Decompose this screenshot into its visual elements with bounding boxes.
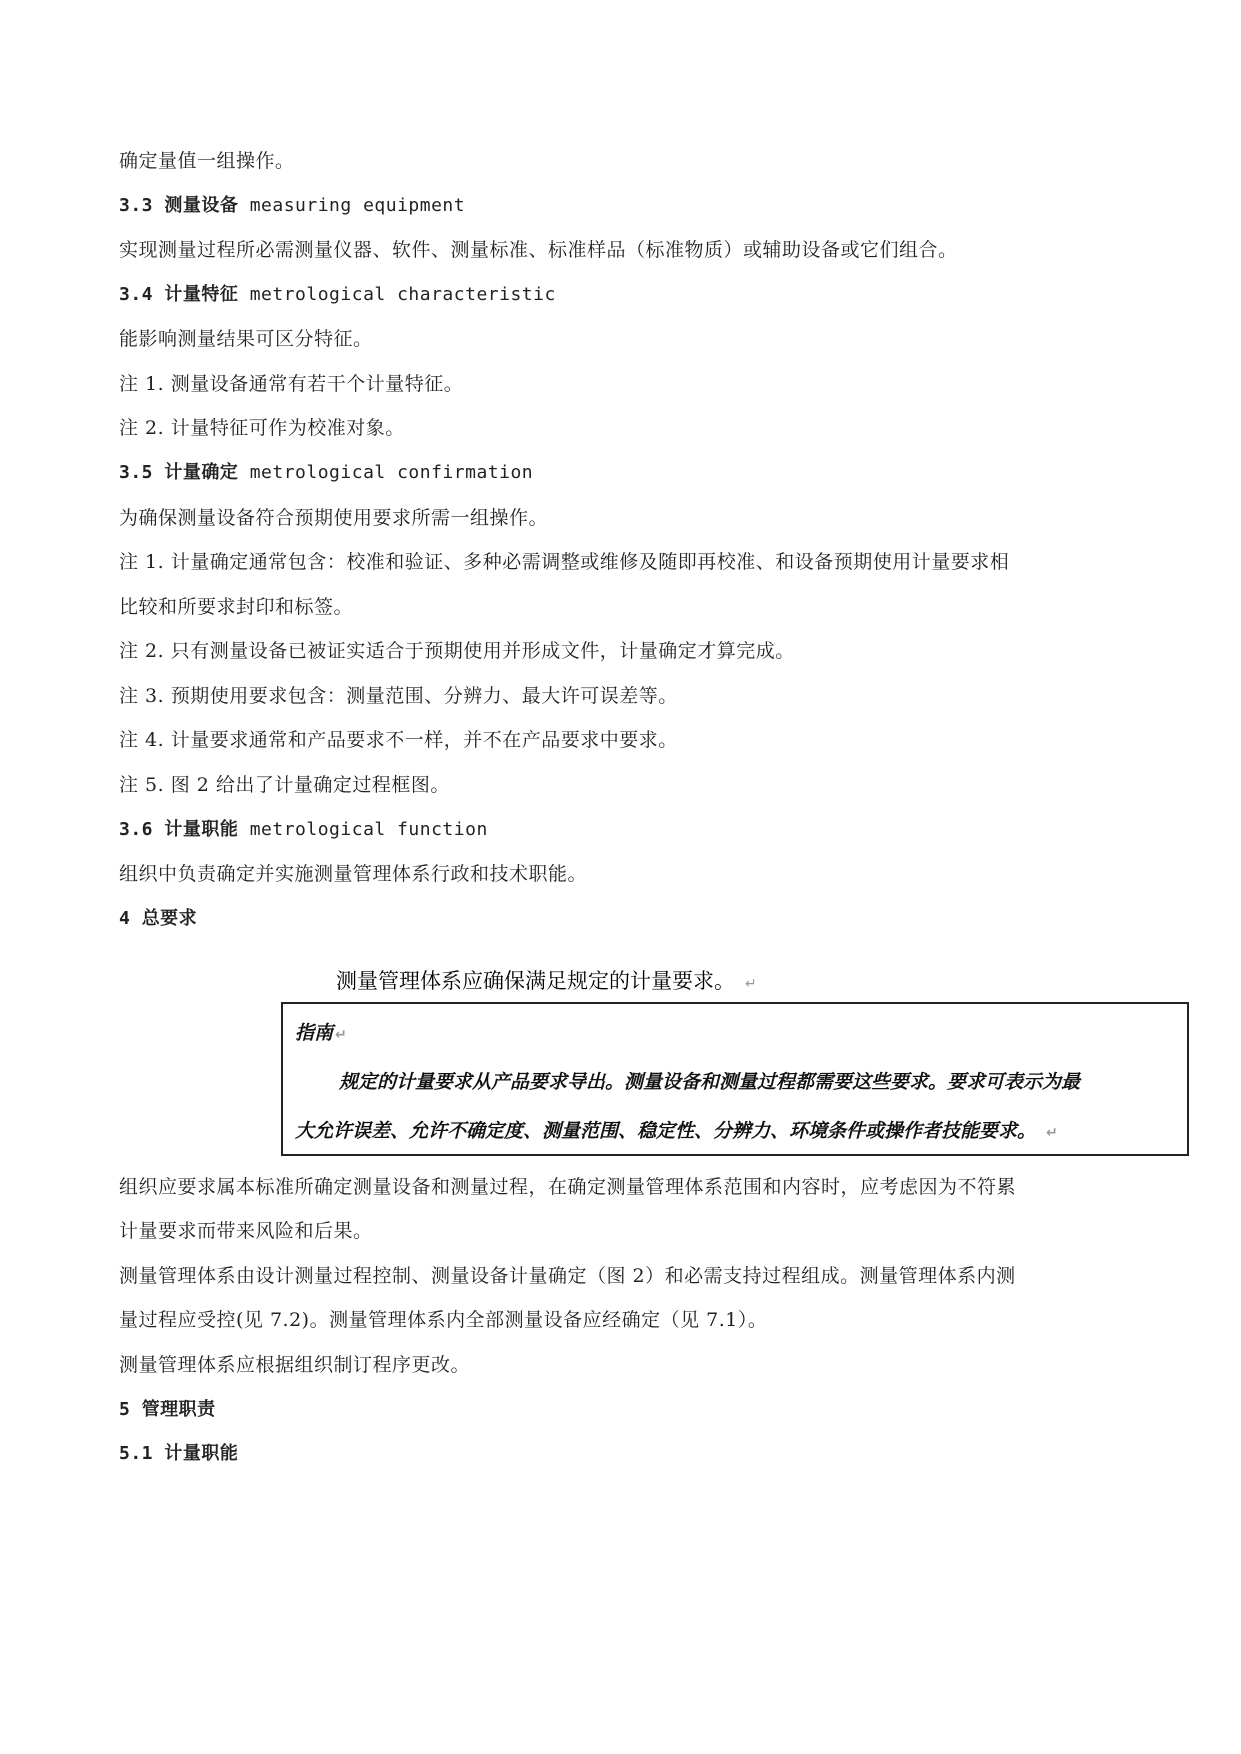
section-title-cn: 总要求: [141, 908, 198, 929]
section-number: 3.5: [119, 462, 154, 483]
body-text: 为确保测量设备符合预期使用要求所需一组操作。: [119, 507, 549, 529]
body-text: 能影响测量结果可区分特征。: [119, 328, 373, 350]
note-text: 注 2. 只有测量设备已被证实适合于预期使用并形成文件，计量确定才算完成。: [119, 640, 795, 662]
body-text: 组织应要求属本标准所确定测量设备和测量过程，在确定测量管理体系范围和内容时，应考虑因为不符累: [119, 1176, 1017, 1198]
section-title-cn: 计量特征: [164, 284, 239, 305]
section-heading-3-4: [119, 282, 556, 308]
requirement-text: 测量管理体系应确保满足规定的计量要求。: [336, 969, 735, 993]
body-text: 计量要求而带来风险和后果。: [119, 1220, 373, 1242]
note-text: 比较和所要求封印和标签。: [119, 596, 354, 618]
body-text: 测量管理体系由设计测量过程控制、测量设备计量确定（图 2）和必需支持过程组成。测量管理体系内测: [119, 1265, 1016, 1287]
guidance-heading: [295, 1020, 347, 1048]
section-title-cn: 管理职责: [141, 1399, 216, 1420]
section-heading-4: [119, 906, 197, 932]
section-title-en: metrological function: [249, 819, 488, 840]
note-text: 注 1. 计量确定通常包含：校准和验证、多种必需调整或维修及随即再校准、和设备预期使用计量要求相: [119, 551, 1010, 573]
note-text: 注 1. 测量设备通常有若干个计量特征。: [119, 373, 464, 395]
section-title-cn: 计量职能: [164, 819, 239, 840]
section-title-en: metrological characteristic: [249, 284, 556, 305]
section-heading-3-5: [119, 460, 533, 486]
guidance-box: [281, 1002, 1189, 1156]
note-text: 注 4. 计量要求通常和产品要求不一样，并不在产品要求中要求。: [119, 729, 678, 751]
note-text: 注 5. 图 2 给出了计量确定过程框图。: [119, 774, 450, 796]
body-text: 测量管理体系应根据组织制订程序更改。: [119, 1354, 471, 1376]
section-heading-3-6: [119, 817, 488, 843]
note-text: 注 2. 计量特征可作为校准对象。: [119, 417, 405, 439]
guidance-line: 规定的计量要求从产品要求导出。测量设备和测量过程都需要这些要求。要求可表示为最: [339, 1071, 1081, 1093]
body-text: 实现测量过程所必需测量仪器、软件、测量标准、标准样品（标准物质）或辅助设备或它们组合。: [119, 239, 958, 261]
section-heading-5: [119, 1397, 216, 1423]
guidance-line: [295, 1118, 1058, 1146]
paragraph-mark-icon: ↵: [745, 976, 757, 992]
body-text: 量过程应受控(见 7.2)。测量管理体系内全部测量设备应经确定（见 7.1）。: [119, 1309, 768, 1331]
guidance-line-text: 大允许误差、允许不确定度、测量范围、稳定性、分辨力、环境条件或操作者技能要求。: [295, 1120, 1037, 1142]
paragraph-mark-icon: ↵: [335, 1027, 347, 1043]
section-heading-3-3: [119, 193, 465, 219]
section-number: 3.4: [119, 284, 154, 305]
section-number: 3.3: [119, 195, 154, 216]
section-title-cn: 测量设备: [164, 195, 239, 216]
section-number: 3.6: [119, 819, 154, 840]
section-title-cn: 计量职能: [164, 1443, 239, 1464]
note-text: 注 3. 预期使用要求包含：测量范围、分辨力、最大许可误差等。: [119, 685, 678, 707]
requirement-statement: [336, 967, 757, 998]
section-heading-5-1: [119, 1441, 238, 1467]
section-number: 5.1: [119, 1443, 154, 1464]
paragraph-mark-icon: ↵: [1046, 1125, 1058, 1141]
section-title-cn: 计量确定: [164, 462, 239, 483]
guidance-heading-text: 指南: [295, 1022, 334, 1044]
section-title-en: measuring equipment: [249, 195, 466, 216]
section-number: 4: [119, 908, 131, 929]
body-text: 确定量值一组操作。: [119, 150, 295, 172]
section-number: 5: [119, 1399, 131, 1420]
section-title-en: metrological confirmation: [249, 462, 534, 483]
body-text: 组织中负责确定并实施测量管理体系行政和技术职能。: [119, 863, 588, 885]
